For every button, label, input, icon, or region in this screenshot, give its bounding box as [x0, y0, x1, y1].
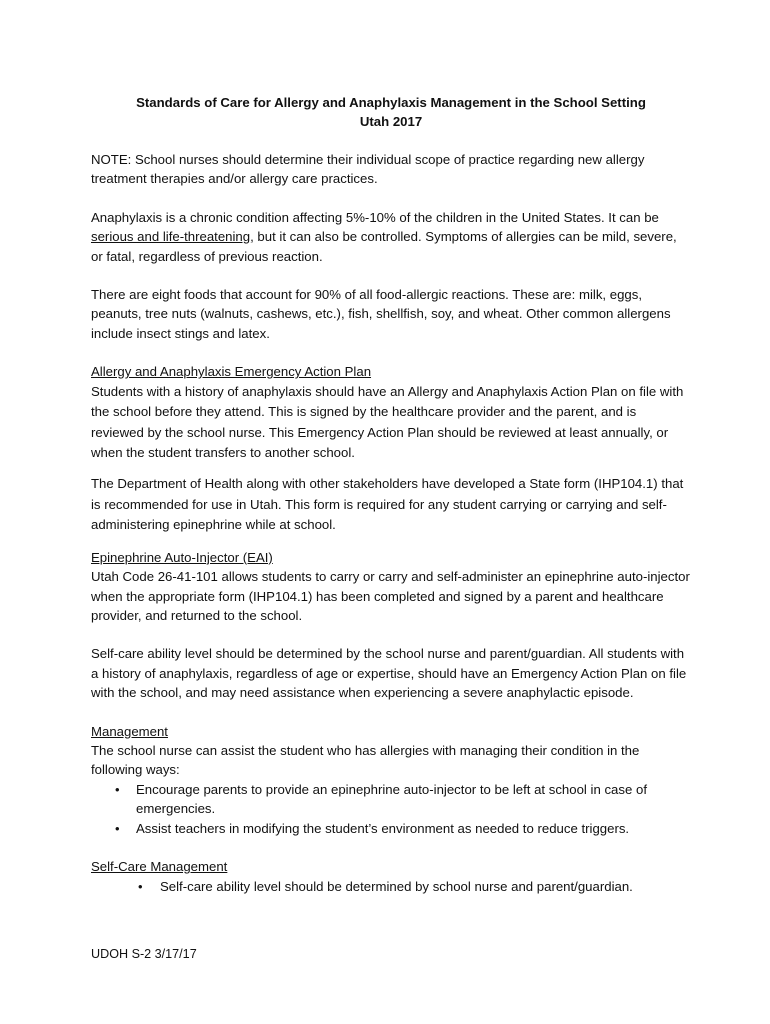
management-bullet-list	[91, 780, 691, 838]
management-intro: The school nurse can assist the student who has allergies with managing their condition in the following ways:	[91, 743, 640, 778]
list-item	[91, 819, 691, 838]
anaphylaxis-paragraph	[91, 208, 691, 266]
document-title	[91, 93, 691, 131]
state-form-paragraph: The Department of Health along with other stakeholders have developed a State form (IHP104.1) that is recommended for use in Utah. This form is required for any student carrying or carrying and self-administering epinephrine while at school.	[91, 476, 684, 533]
eai-heading: Epinephrine Auto-Injector (EAI)	[91, 549, 273, 565]
foods-paragraph: There are eight foods that account for 90% of all food-allergic reactions. These are: milk, eggs, peanuts, tree nuts (walnuts, cashews, etc.), fish, shellfish, soy, and wheat. Other common allergens include insect stings and latex.	[91, 287, 671, 341]
bullet-icon: •	[115, 820, 120, 836]
action-plan-paragraph: Students with a history of anaphylaxis should have an Allergy and Anaphylaxis Action Plan on file with the school before they attend. This is signed by the healthcare provider and the parent, and is reviewed by the school nurse. This Emergency Action Plan should be reviewed at least annually, or when the student transfers to another school.	[91, 383, 684, 461]
title-line-1: Standards of Care for Allergy and Anaphylaxis Management in the School Setting	[136, 95, 646, 110]
anaphylaxis-text-before: Anaphylaxis is a chronic condition affecting 5%-10% of the children in the United States. It can be	[91, 209, 659, 225]
document-body	[91, 93, 691, 896]
note-paragraph: NOTE: School nurses should determine their individual scope of practice regarding new allergy treatment therapies and/or allergy care practices.	[91, 152, 645, 187]
anaphylaxis-text-after: , but it can also be controlled. Symptoms of allergies can be mild, severe, or fatal, regardless of previous reaction.	[91, 229, 677, 264]
anaphylaxis-underlined-text: serious and life-threatening	[91, 229, 251, 245]
list-item-text: Encourage parents to provide an epinephrine auto-injector to be left at school in case of emergencies.	[136, 781, 647, 817]
management-heading: Management	[91, 723, 168, 739]
list-item	[91, 780, 691, 819]
list-item	[91, 877, 691, 896]
action-plan-heading: Allergy and Anaphylaxis Emergency Action Plan	[91, 364, 372, 380]
list-item-text: Self-care ability level should be determined by school nurse and parent/guardian.	[160, 878, 633, 894]
self-care-management-heading: Self-Care Management	[91, 859, 228, 875]
title-line-2: Utah 2017	[359, 114, 423, 129]
document-footer: UDOH S-2 3/17/17	[91, 947, 197, 961]
bullet-icon: •	[115, 781, 120, 797]
self-care-bullet-list	[91, 877, 691, 896]
eai-paragraph: Utah Code 26-41-101 allows students to carry or carry and self-administer an epinephrine auto-injector when the appropriate form (IHP104.1) has been completed and signed by a parent and healthcare provider, and returned to the school.	[91, 569, 690, 624]
list-item-text: Assist teachers in modifying the student’s environment as needed to reduce triggers.	[136, 820, 630, 836]
self-care-paragraph: Self-care ability level should be determined by the school nurse and parent/guardian. All students with a history of anaphylaxis, regardless of age or expertise, should have an Emergency Action Plan on file with the school, and may need assistance when experiencing a severe anaphylactic episode.	[91, 646, 687, 701]
bullet-icon: •	[138, 878, 143, 894]
